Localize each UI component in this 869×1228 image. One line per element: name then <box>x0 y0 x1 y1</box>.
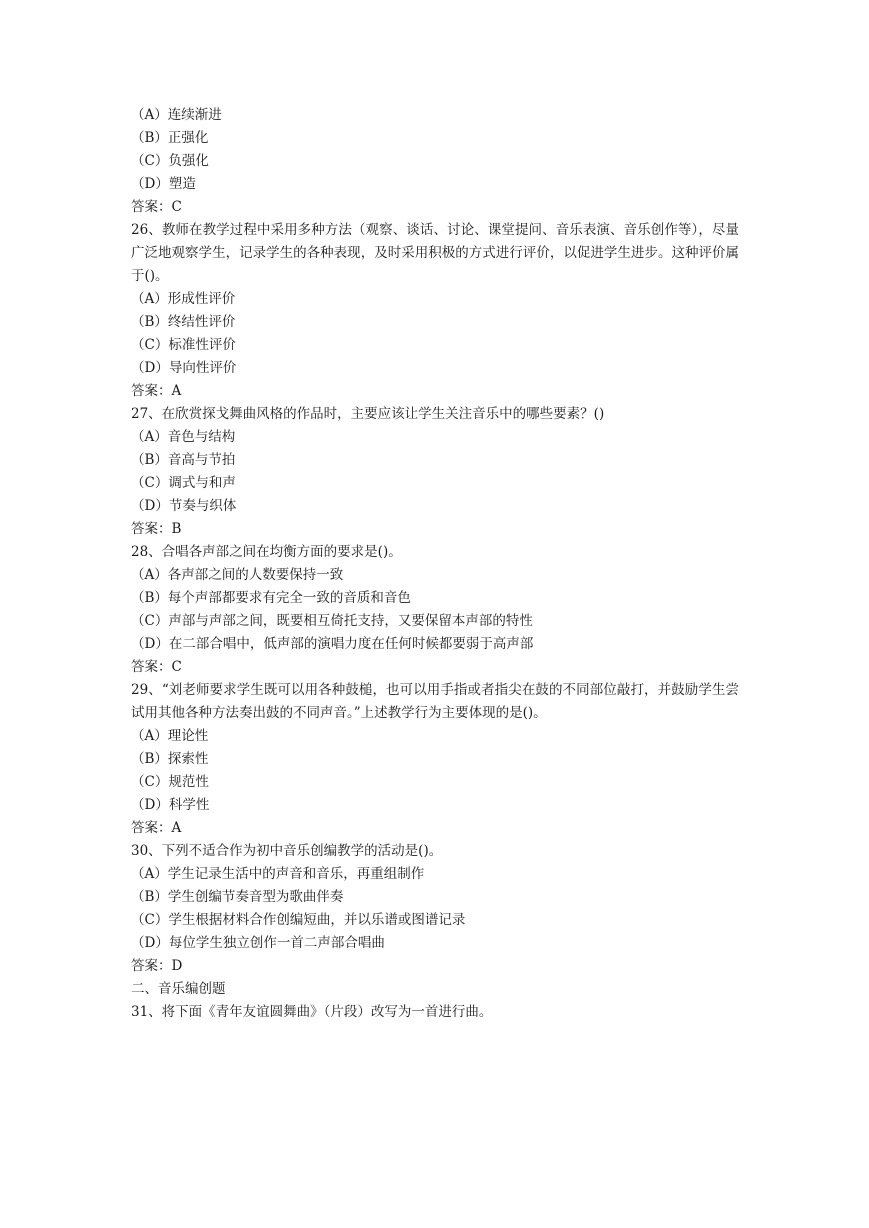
document-page <box>131 104 739 1024</box>
text-line: （C）负强化 <box>131 153 209 169</box>
text-line: （A）音色与结构 <box>131 429 236 445</box>
text-line: （D）导向性评价 <box>131 360 237 376</box>
text-line: 答案：C <box>131 659 182 675</box>
text-line: （B）学生创编节奏音型为歌曲伴奏 <box>131 889 344 905</box>
text-line: （C）学生根据材料合作创编短曲，并以乐谱或图谱记录 <box>131 912 466 928</box>
text-line: （A）连续渐进 <box>131 107 222 123</box>
text-line: （B）终结性评价 <box>131 314 236 330</box>
text-line: （C）规范性 <box>131 774 209 790</box>
text-line: （C）调式与和声 <box>131 475 236 491</box>
text-line: （C）声部与声部之间，既要相互倚托支持，又要保留本声部的特性 <box>131 613 533 629</box>
text-line: （A）形成性评价 <box>131 291 236 307</box>
text-line: （B）音高与节拍 <box>131 452 236 468</box>
text-line: 29、“刘老师要求学生既可以用各种鼓槌，也可以用手指或者指尖在鼓的不同部位敲打，并鼓励学生尝试用其他各种方法奏出鼓的不同声音。”上述教学行为主要体现的是()。 <box>131 682 739 721</box>
text-line: 27、在欣赏探戈舞曲风格的作品时，主要应该让学生关注音乐中的哪些要素？() <box>131 406 605 422</box>
text-line: 答案：A <box>131 383 182 399</box>
text-line: 答案：C <box>131 199 182 215</box>
text-line: （B）正强化 <box>131 130 209 146</box>
text-line: （D）塑造 <box>131 176 196 192</box>
text-line: （D）在二部合唱中，低声部的演唱力度在任何时候都要弱于高声部 <box>131 636 534 652</box>
text-line: 26、教师在教学过程中采用多种方法（观察、谈话、讨论、课堂提问、音乐表演、音乐创作等），尽量广泛地观察学生，记录学生的各种表现，及时采用积极的方式进行评价，以促进学生进步。这种评价属于()。 <box>131 222 739 284</box>
text-line: （A）理论性 <box>131 728 209 744</box>
text-line: 28、合唱各声部之间在均衡方面的要求是()。 <box>131 544 402 560</box>
text-line: 30、下列不适合作为初中音乐创编教学的活动是()。 <box>131 843 443 859</box>
text-line: （B）每个声部都要求有完全一致的音质和音色 <box>131 590 411 606</box>
text-line: 二、音乐编创题 <box>131 981 226 997</box>
text-line: 31、将下面《青年友谊圆舞曲》（片段）改写为一首进行曲。 <box>131 1004 493 1020</box>
text-line: 答案：B <box>131 521 182 537</box>
text-line: （D）节奏与织体 <box>131 498 237 514</box>
text-line: （D）每位学生独立创作一首二声部合唱曲 <box>131 935 385 951</box>
text-line: （D）科学性 <box>131 797 210 813</box>
text-line: （A）各声部之间的人数要保持一致 <box>131 567 344 583</box>
text-line: （B）探索性 <box>131 751 209 767</box>
text-line: 答案：A <box>131 820 182 836</box>
text-line: （A）学生记录生活中的声音和音乐，再重组制作 <box>131 866 425 882</box>
text-line: （C）标准性评价 <box>131 337 236 353</box>
text-line: 答案：D <box>131 958 183 974</box>
